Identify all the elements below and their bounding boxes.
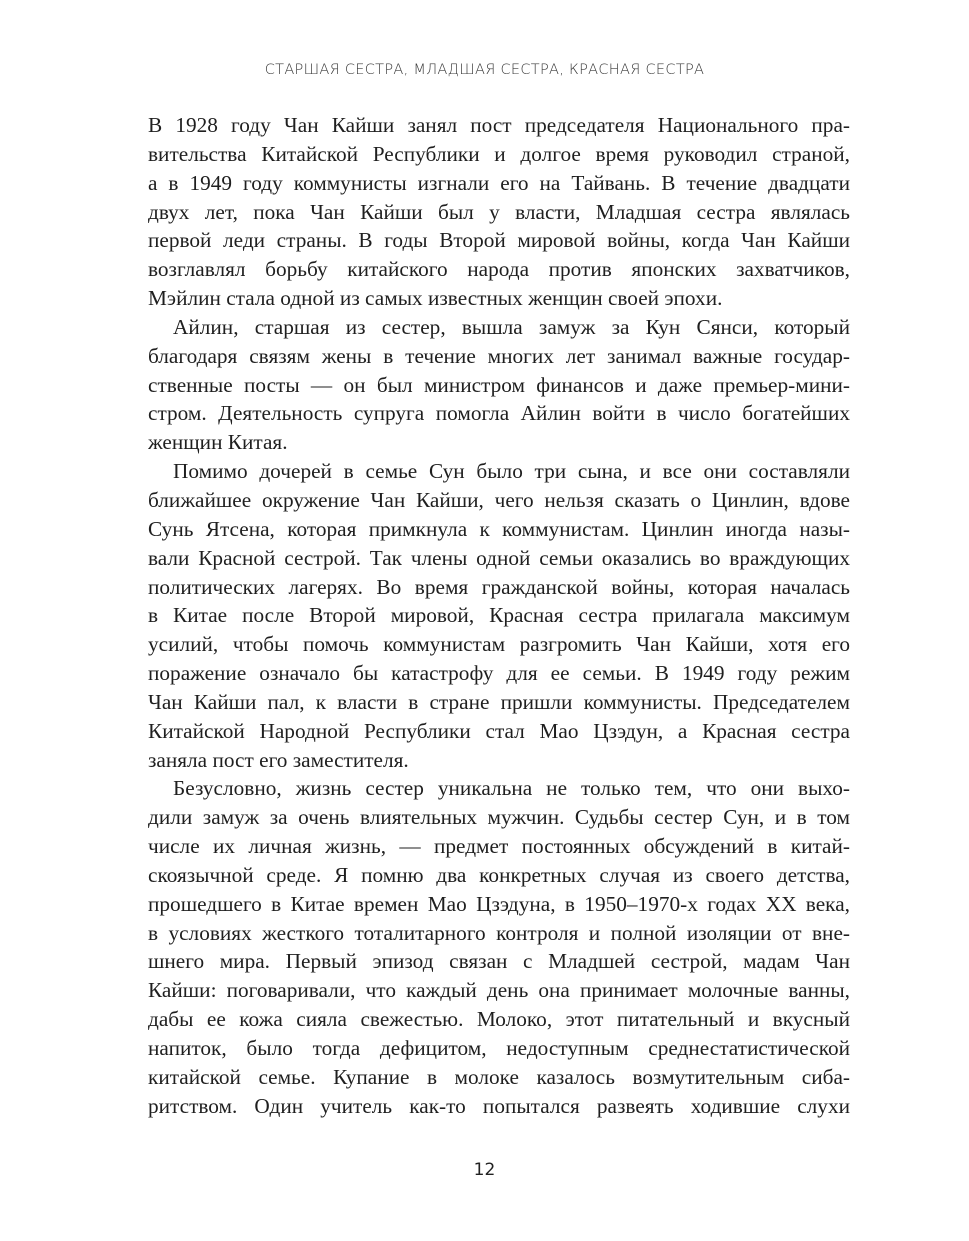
text-line: а в 1949 году коммунисты изгнали его на Тайвань. В течение двадцати — [148, 170, 850, 195]
text-line: Безусловно, жизнь сестер уникальна не только тем, что они выхо- — [173, 776, 850, 801]
text-line: усилий, чтобы помочь коммунистам разгромить Чан Кайши, хотя его — [148, 632, 850, 657]
text-line: Айлин, старшая из сестер, вышла замуж за Кун Сянси, который — [173, 314, 850, 339]
text-line: ственные посты — он был министром финансов и даже премьер-мини- — [148, 372, 850, 397]
text-line: Кайши: поговаривали, что каждый день она принимает молочные ванны, — [148, 978, 850, 1003]
body-text — [148, 111, 850, 1121]
text-line: дабы ее кожа сияла свежестью. Молоко, этот питательный и вкусный — [148, 1007, 850, 1032]
text-line: напиток, было тогда дефицитом, недоступным среднестатистической — [148, 1036, 850, 1060]
text-line: стром. Деятельность супруга помогла Айлин войти в число богатейших — [148, 401, 850, 426]
text-line: скоязычной среде. Я помню два конкретных случая из своего детства, — [148, 862, 850, 887]
text-line: Мэйлин стала одной из самых известных женщин своей эпохи. — [148, 286, 723, 311]
text-line: благодаря связям жены в течение многих лет занимал важные государ- — [148, 343, 850, 368]
text-line: Сунь Ятсена, которая примкнула к коммунистам. Цинлин иногда назы- — [148, 516, 850, 541]
text-line: прошедшего в Китае времен Мао Цзэдуна, в 1950–1970-х годах XX века, — [148, 891, 850, 916]
text-line: дили замуж за очень влиятельных мужчин. Судьбы сестер Сун, и в том — [148, 805, 850, 830]
text-line: вали Красной сестрой. Так члены одной семьи оказались во враждующих — [148, 545, 850, 570]
text-line: возглавлял борьбу китайского народа против японских захватчиков, — [148, 257, 850, 282]
text-line: ритством. Один учитель как-то попытался развеять ходившие слухи — [148, 1093, 850, 1118]
text-line: вительства Китайской Республики и долгое время руководил страной, — [148, 141, 850, 166]
text-line: в условиях жесткого тоталитарного контроля и полной изоляции от вне- — [148, 920, 850, 945]
text-line: Помимо дочерей в семье Сун было три сына, и все они составляли — [173, 459, 850, 484]
text-line: первой леди страны. В годы Второй мировой войны, когда Чан Кайши — [148, 228, 850, 253]
text-line: Китайской Народной Республики стал Мао Цзэдун, а Красная сестра — [148, 718, 850, 743]
text-line: политических лагерях. Во время гражданской войны, которая началась — [148, 574, 850, 599]
text-line: женщин Китая. — [148, 430, 288, 455]
text-line: заняла пост его заместителя. — [148, 747, 409, 772]
text-line: поражение означало бы катастрофу для ее семьи. В 1949 году режим — [148, 661, 850, 686]
running-head: СТАРШАЯ СЕСТРА, МЛАДШАЯ СЕСТРА, КРАСНАЯ СЕСТРА — [264, 62, 705, 78]
text-line: шнего мира. Первый эпизод связан с Младшей сестрой, мадам Чан — [148, 949, 850, 974]
text-line: китайской семье. Купание в молоке казалось возмутительным сиба- — [148, 1064, 850, 1089]
text-line: В 1928 году Чан Кайши занял пост председателя Национального пра- — [148, 113, 850, 137]
text-line: ближайшее окружение Чан Кайши, чего нельзя сказать о Цинлин, вдове — [148, 487, 850, 512]
page-number: 12 — [473, 1160, 496, 1180]
text-line: двух лет, пока Чан Кайши был у власти, Младшая сестра являлась — [148, 199, 850, 224]
text-line: Чан Кайши пал, к власти в стране пришли коммунисты. Председателем — [148, 689, 850, 714]
text-line: в Китае после Второй мировой, Красная сестра прилагала максимум — [148, 603, 850, 628]
text-line: числе их личная жизнь, — предмет постоянных обсуждений в китай- — [148, 834, 850, 859]
